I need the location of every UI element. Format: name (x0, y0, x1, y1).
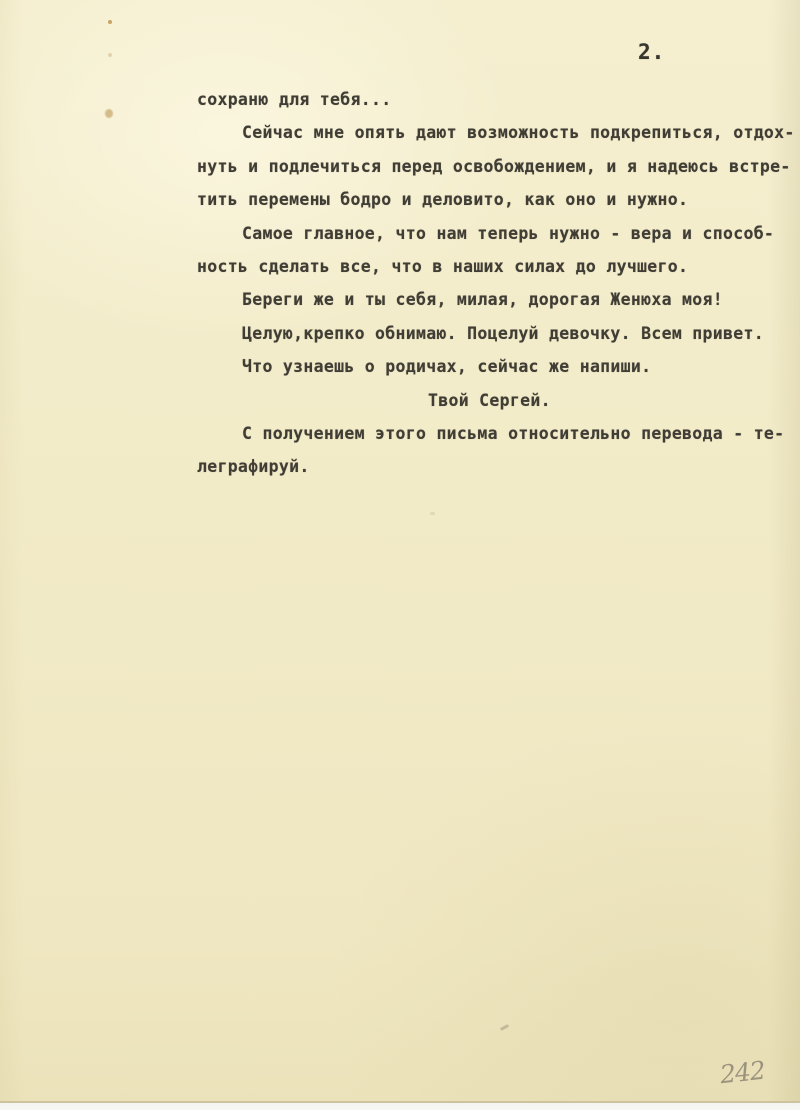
letter-line: Самое главное, что нам теперь нужно - вера и способ- (242, 223, 775, 243)
paper-stain (108, 20, 112, 24)
letter-line: нуть и подлечиться перед освобождением, и я надеюсь встре- (197, 156, 791, 176)
handwritten-archive-number: 242 (718, 1055, 767, 1090)
letter-line: Береги же и ты себя, милая, дорогая Женюха моя! (242, 290, 723, 310)
pencil-mark (500, 1024, 509, 1031)
letter-body (197, 83, 795, 484)
letter-line: Целую,крепко обнимаю. Поцелуй девочку. Всем привет. (242, 323, 764, 343)
letter-line: Что узнаешь о родичах, сейчас же напиши. (242, 357, 652, 377)
letter-line: С получением этого письма относительно перевода - те- (242, 423, 785, 443)
paper-stain (430, 512, 435, 515)
letter-line: тить перемены бодро и деловито, как оно и нужно. (197, 190, 689, 210)
paper-bottom-edge (0, 1101, 800, 1110)
letter-line: сохраню для тебя... (197, 90, 392, 109)
paper-stain (105, 109, 113, 118)
letter-line: ность сделать все, что в наших силах до лучшего. (197, 256, 689, 276)
letter-line: леграфируй. (197, 457, 310, 477)
letter-line: Сейчас мне опять дают возможность подкрепиться, отдох- (242, 123, 795, 143)
signature-line: Твой Сергей. (428, 390, 551, 410)
page-number: 2. (638, 40, 666, 64)
paper-stain (108, 53, 112, 57)
